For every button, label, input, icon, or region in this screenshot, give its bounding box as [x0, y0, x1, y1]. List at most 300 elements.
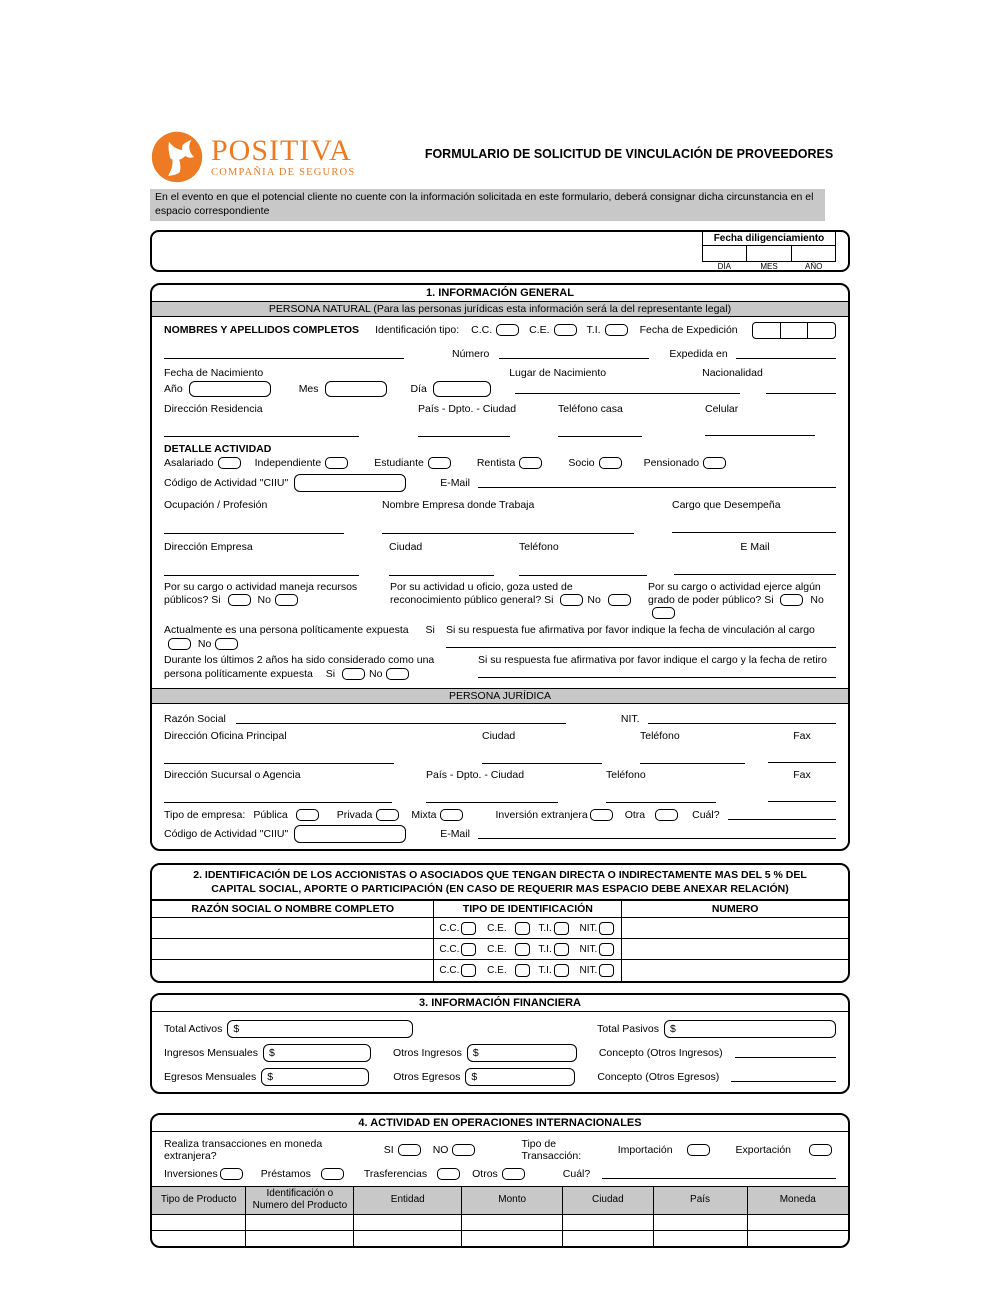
dollar-sign: $ [670, 1022, 676, 1035]
tipo-empresa-label: Tipo de empresa: [164, 808, 246, 821]
field-telefono-sucursal[interactable] [606, 792, 716, 803]
independiente-label: Independiente [254, 456, 322, 469]
otros-egresos-label: Otros Egresos [393, 1070, 461, 1083]
row-ocupacion-labels [164, 499, 836, 511]
fe-dia-cell[interactable] [753, 323, 780, 338]
field-celular[interactable] [705, 425, 815, 436]
field-pais-dpto-ciudad-pj[interactable] [426, 792, 558, 803]
field-nacionalidad[interactable] [766, 383, 836, 394]
cual-label: Cuál? [562, 1167, 591, 1180]
privada-checkbox[interactable] [376, 809, 399, 821]
section-informacion-financiera [150, 993, 850, 1094]
page-title: FORMULARIO DE SOLICITUD DE VINCULACIÓN DE PROVEEDORES [424, 147, 834, 161]
persona-natural-bar: PERSONA NATURAL (Para las personas jurídicas esta información será la del representante legal) [152, 302, 848, 317]
ti-checkbox[interactable] [554, 943, 569, 956]
field-fax-sucursal[interactable] [768, 791, 836, 802]
accionistas-header-row [152, 900, 848, 918]
telefono-casa-label: Teléfono casa [558, 402, 623, 415]
field-razon-social[interactable] [236, 713, 566, 724]
q-poder-text: Por su cargo o actividad ejerce algún grado de poder público? [648, 580, 821, 606]
email-label: E-Mail [440, 827, 470, 840]
otros-checkbox[interactable] [502, 1168, 525, 1180]
ingresos-mensuales-input[interactable] [263, 1044, 371, 1062]
section-informacion-general [150, 283, 850, 851]
pep-2anos-question [164, 654, 464, 681]
ti-checkbox[interactable] [554, 964, 569, 977]
recursos-si-checkbox[interactable] [228, 594, 251, 606]
row-razon-social [164, 713, 836, 725]
total-activos-label: Total Activos [164, 1022, 223, 1035]
ti-checkbox[interactable] [554, 922, 569, 935]
persona-juridica-bar: PERSONA JURÍDICA [152, 688, 848, 704]
trasferencias-label: Trasferencias [363, 1167, 428, 1180]
form-page [150, 130, 850, 1248]
ano-cell[interactable] [792, 246, 836, 262]
fecha-nacimiento-label: Fecha de Nacimiento [164, 366, 264, 379]
dollar-sign: $ [233, 1022, 240, 1035]
trasferencias-checkbox[interactable] [437, 1168, 460, 1180]
prestamos-label: Préstamos [260, 1167, 311, 1180]
field-nombre-empresa[interactable] [382, 523, 634, 534]
poder-no-checkbox[interactable] [652, 607, 675, 619]
row-ingresos [164, 1044, 836, 1062]
section2-title: 2. IDENTIFICACIÓN DE LOS ACCIONISTAS O ASOCIADOS QUE TENGAN DIRECTA O INDIRECTAMENTE MAS DEL 5 % DEL CAPITAL SOCIAL, APORTE O PARTICIPACIÓN (EN CASO DE REQUERIR MAS ESPACIO DEBE ANEXAR RELACIÓN) [193, 868, 807, 895]
section4-title: 4. ACTIVIDAD EN OPERACIONES INTERNACIONALES [152, 1115, 848, 1132]
row-residencia-labels [164, 403, 836, 415]
mixta-label: Mixta [411, 808, 437, 821]
field-direccion-empresa[interactable] [164, 565, 359, 576]
productos-header-row [152, 1186, 848, 1214]
pep-2anos-no-checkbox[interactable] [386, 668, 409, 680]
row-tipo-operaciones [164, 1168, 836, 1180]
row-sucursal-fields [164, 791, 836, 803]
entidad-cell[interactable] [354, 1214, 462, 1230]
razon-social-cell[interactable] [152, 939, 434, 960]
importacion-checkbox[interactable] [687, 1144, 710, 1156]
cc-label: C.C. [439, 964, 460, 976]
tipo-identificacion-cell [434, 918, 622, 939]
dollar-sign: $ [472, 1046, 479, 1059]
field-nit[interactable] [648, 713, 836, 724]
row-ocupacion-opciones [164, 457, 836, 469]
cell [164, 564, 389, 576]
ciiu-input-pj[interactable] [294, 825, 406, 843]
row-pep-2anos [164, 654, 836, 681]
rentista-label: Rentista [476, 456, 516, 469]
ce-checkbox[interactable] [515, 922, 530, 935]
monto-cell[interactable] [462, 1230, 563, 1246]
ingresos-mensuales-label: Ingresos Mensuales [164, 1046, 258, 1059]
identificacion-tipo-label: Identificación tipo: [375, 324, 460, 337]
cc-label: C.C. [471, 324, 493, 337]
cc-label: C.C. [439, 943, 460, 955]
section-operaciones-internacionales [150, 1113, 850, 1249]
cc-checkbox[interactable] [461, 922, 476, 935]
moneda-si-checkbox[interactable] [398, 1144, 421, 1156]
field-direccion-oficina[interactable] [164, 753, 394, 764]
ce-label: C.E. [529, 324, 550, 337]
row-egresos [164, 1068, 836, 1086]
positiva-logo [150, 130, 408, 184]
col-tipo-producto: Tipo de Producto [152, 1186, 246, 1214]
no-label: No [587, 593, 601, 606]
recursos-no-checkbox[interactable] [275, 594, 298, 606]
independiente-checkbox[interactable] [325, 457, 348, 469]
direccion-sucursal-label: Dirección Sucursal o Agencia [164, 768, 301, 781]
form-header [150, 130, 850, 184]
ano-label: AÑO [805, 261, 823, 271]
razon-social-cell[interactable] [152, 960, 434, 981]
tipo-identificacion-cell [434, 960, 622, 981]
accionistas-table [152, 899, 848, 981]
numero-label: Número [452, 347, 490, 360]
publica-label: Pública [253, 808, 288, 821]
pep-actual-nota [446, 624, 836, 648]
tipo-producto-cell[interactable] [152, 1214, 246, 1230]
estudiante-checkbox[interactable] [428, 457, 451, 469]
nit-checkbox[interactable] [599, 943, 614, 956]
cell [382, 522, 672, 534]
mes-input[interactable] [325, 381, 387, 397]
cell [558, 425, 705, 437]
dia-input[interactable] [433, 381, 491, 397]
si-label: Si [211, 593, 221, 606]
row-tipo-empresa [164, 809, 836, 821]
nit-checkbox[interactable] [599, 922, 614, 935]
si-label: Si [764, 593, 774, 606]
pensionado-label: Pensionado [643, 456, 700, 469]
direccion-residencia-label: Dirección Residencia [164, 402, 263, 415]
row-nombres-identificacion [164, 322, 836, 339]
field-direccion-residencia[interactable] [164, 426, 359, 437]
publica-checkbox[interactable] [296, 809, 319, 821]
cc-checkbox[interactable] [461, 943, 476, 956]
ce-checkbox[interactable] [554, 324, 577, 336]
field-email[interactable] [478, 477, 836, 488]
pep-2anos-si-checkbox[interactable] [342, 668, 365, 680]
direccion-oficina-label: Dirección Oficina Principal [164, 729, 287, 742]
numero-cell[interactable] [622, 939, 848, 960]
dollar-sign: $ [471, 1070, 478, 1083]
concepto-ingresos-label: Concepto (Otros Ingresos) [598, 1046, 723, 1059]
tipo-transaccion-label: Tipo de Transacción: [521, 1137, 582, 1162]
exportacion-label: Exportación [735, 1143, 791, 1156]
cell [640, 752, 768, 764]
section4-body [152, 1138, 848, 1180]
field-e-mail[interactable] [674, 564, 836, 575]
cc-label: C.C. [439, 922, 460, 934]
row-ciiu-email-pj [164, 825, 836, 843]
mes-label: Mes [298, 382, 319, 395]
nit-label: NIT. [579, 922, 598, 934]
numero-cell[interactable] [622, 918, 848, 939]
field-ocupacion[interactable] [164, 523, 344, 534]
dollar-sign: $ [268, 1046, 275, 1059]
celular-label: Celular [705, 402, 739, 415]
otros-ingresos-label: Otros Ingresos [392, 1046, 462, 1059]
field-fax[interactable] [768, 752, 836, 763]
q-pep-2anos-text: Durante los últimos 2 años ha sido considerado como una persona políticamente expuesta [164, 654, 435, 681]
ciudad-cell[interactable] [563, 1214, 653, 1230]
fax-label: Fax [793, 729, 811, 742]
row-pep-actual [164, 624, 836, 651]
field-ciudad-pj[interactable] [482, 753, 602, 764]
fecha-labels [702, 262, 836, 271]
total-pasivos-input[interactable] [664, 1020, 836, 1038]
col-numero: NUMERO [622, 900, 848, 918]
cc-checkbox[interactable] [496, 324, 519, 336]
section3-title: 3. INFORMACIÓN FINANCIERA [152, 995, 848, 1012]
logo-text [211, 136, 355, 178]
row-moneda-extranjera [164, 1138, 836, 1162]
cell [164, 522, 382, 534]
e-mail-label: E Mail [740, 540, 770, 553]
field-cual[interactable] [728, 809, 836, 820]
prestamos-checkbox[interactable] [321, 1168, 344, 1180]
inversiones-checkbox[interactable] [220, 1168, 243, 1180]
poder-si-checkbox[interactable] [780, 594, 803, 606]
notice-bar: En el evento en que el potencial cliente no cuente con la información solicitada en este formulario, deberá consignar dicha circunstancia en el espacio correspondiente [150, 189, 825, 221]
ce-label: C.E. [487, 943, 507, 955]
cell [606, 791, 768, 803]
concepto-egresos-label: Concepto (Otros Egresos) [597, 1070, 720, 1083]
row-numero-expedida [164, 348, 836, 360]
cell [164, 425, 418, 437]
ti-checkbox[interactable] [605, 324, 628, 336]
pregunta-reconocimiento [390, 581, 638, 607]
col-identificacion-producto: Identificación o Numero del Producto [246, 1186, 354, 1214]
cual-label: Cuál? [692, 808, 720, 821]
ce-checkbox[interactable] [515, 964, 530, 977]
dia-cell[interactable] [702, 246, 747, 262]
row-empresa-labels [164, 541, 836, 553]
no-label: NO [432, 1143, 449, 1156]
ce-checkbox[interactable] [515, 943, 530, 956]
ciudad-label: Ciudad [482, 729, 516, 742]
no-label: No [369, 668, 383, 681]
client-note-box[interactable] [150, 230, 850, 272]
field-cual-operacion[interactable] [602, 1168, 836, 1179]
field-expedida-en[interactable] [736, 348, 836, 359]
si-label: Si [325, 668, 336, 681]
section-accionistas [150, 863, 850, 983]
no-label: No [810, 593, 824, 606]
nacionalidad-label: Nacionalidad [702, 366, 763, 379]
estudiante-label: Estudiante [374, 456, 424, 469]
logo-name: POSITIVA [211, 134, 352, 167]
nit-label: NIT. [620, 712, 640, 725]
cell [389, 564, 519, 576]
pensionado-checkbox[interactable] [703, 457, 726, 469]
total-pasivos-label: Total Pasivos [597, 1022, 659, 1035]
monto-cell[interactable] [462, 1214, 563, 1230]
logo-subtitle: COMPAÑIA DE SEGUROS [211, 167, 356, 178]
otros-egresos-input[interactable] [465, 1068, 575, 1086]
col-razon-social: RAZÓN SOCIAL O NOMBRE COMPLETO [152, 900, 434, 918]
field-concepto-ingresos[interactable] [735, 1047, 836, 1058]
ciudad-cell[interactable] [563, 1230, 653, 1246]
no-label: No [197, 637, 212, 650]
fecha-diligenciamiento-table [702, 231, 836, 271]
otros-ingresos-input[interactable] [467, 1044, 577, 1062]
field-nombres[interactable] [164, 348, 404, 359]
pep-2anos-nota [478, 654, 836, 678]
field-email-pj[interactable] [478, 828, 836, 839]
entidad-cell[interactable] [354, 1230, 462, 1246]
field-telefono-casa[interactable] [558, 426, 642, 437]
field-cargo-fecha-retiro[interactable] [478, 670, 836, 678]
ti-label: T.I. [538, 922, 552, 934]
socio-label: Socio [568, 456, 595, 469]
row-oficina-labels [164, 730, 836, 742]
reconocimiento-si-checkbox[interactable] [560, 594, 583, 606]
codigo-ciiu-label: Código de Actividad "CIIU" [164, 476, 289, 489]
fe-mes-cell[interactable] [780, 323, 808, 338]
socio-checkbox[interactable] [599, 457, 622, 469]
row-totales [164, 1020, 836, 1038]
razon-social-label: Razón Social [164, 712, 226, 725]
inversiones-label: Inversiones [164, 1167, 218, 1180]
nit-checkbox[interactable] [599, 964, 614, 977]
detalle-actividad-title: DETALLE ACTIVIDAD [164, 442, 272, 455]
field-fecha-vinculacion[interactable] [446, 642, 836, 648]
accionista-row-1 [152, 918, 848, 939]
telefono-label: Teléfono [519, 540, 559, 553]
col-tipo-identificacion: TIPO DE IDENTIFICACIÓN [434, 900, 622, 918]
egresos-mensuales-input[interactable] [261, 1068, 369, 1086]
row-sucursal-labels [164, 769, 836, 781]
producto-row-1 [152, 1214, 848, 1230]
row-ciiu-email [164, 474, 836, 492]
ciiu-input[interactable] [294, 474, 406, 492]
nombre-empresa-label: Nombre Empresa donde Trabaja [382, 498, 535, 511]
otros-label: Otros [472, 1167, 498, 1180]
email-label: E-Mail [440, 476, 470, 489]
field-direccion-sucursal[interactable] [164, 792, 392, 803]
pregunta-recursos-publicos [164, 581, 382, 607]
mes-cell[interactable] [747, 246, 791, 262]
field-lugar-nacimiento[interactable] [515, 383, 740, 394]
field-telefono-pj[interactable] [640, 753, 745, 764]
privada-label: Privada [336, 808, 373, 821]
accionista-row-2 [152, 939, 848, 960]
exportacion-checkbox[interactable] [809, 1144, 832, 1156]
ano-input[interactable] [189, 381, 271, 397]
telefono-label: Teléfono [640, 729, 680, 742]
asalariado-checkbox[interactable] [218, 457, 241, 469]
importacion-label: Importación [617, 1143, 673, 1156]
numero-cell[interactable] [622, 960, 848, 981]
ti-label: T.I. [538, 964, 552, 976]
ce-label: C.E. [487, 964, 507, 976]
moneda-cell[interactable] [747, 1214, 848, 1230]
dollar-sign: $ [267, 1070, 274, 1083]
cell [418, 425, 558, 437]
col-pais: País [653, 1186, 747, 1214]
nit-label: NIT. [579, 964, 598, 976]
tipo-producto-cell[interactable] [152, 1230, 246, 1246]
inversion-extranjera-label: Inversión extranjera [495, 808, 588, 821]
pep-actual-no-checkbox[interactable] [215, 638, 238, 650]
identificacion-cell[interactable] [246, 1230, 354, 1246]
identificacion-cell[interactable] [246, 1214, 354, 1230]
field-telefono[interactable] [519, 565, 647, 576]
pais-cell[interactable] [653, 1214, 747, 1230]
ocupacion-profesion-label: Ocupación / Profesión [164, 498, 268, 511]
cell [519, 564, 674, 576]
cell [426, 791, 606, 803]
moneda-no-checkbox[interactable] [452, 1144, 475, 1156]
persona-juridica-body [152, 713, 848, 849]
cell [164, 791, 426, 803]
cell [164, 752, 482, 764]
q-moneda-label: Realiza transacciones en moneda extranjera? [164, 1137, 323, 1162]
row-empresa-fields [164, 564, 836, 576]
fax-label: Fax [793, 768, 811, 781]
fecha-expedicion-box [752, 322, 836, 339]
direccion-empresa-label: Dirección Empresa [164, 540, 253, 553]
field-pais-dpto-ciudad[interactable] [418, 426, 510, 437]
nota-vinculacion-text: Si su respuesta fue afirmativa por favor indique la fecha de vinculación al cargo [446, 624, 815, 637]
reconocimiento-no-checkbox[interactable] [608, 594, 631, 606]
razon-social-cell[interactable] [152, 918, 434, 939]
total-activos-input[interactable] [227, 1020, 413, 1038]
accionista-row-3 [152, 960, 848, 981]
row-oficina-fields [164, 752, 836, 764]
inversion-extranjera-checkbox[interactable] [590, 809, 613, 821]
ano-label: Año [164, 382, 183, 395]
section1-title: 1. INFORMACIÓN GENERAL [152, 285, 848, 302]
col-entidad: Entidad [354, 1186, 462, 1214]
mixta-checkbox[interactable] [440, 809, 463, 821]
field-ciudad[interactable] [389, 565, 494, 576]
pais-cell[interactable] [653, 1230, 747, 1246]
dia-label: Día [410, 382, 427, 395]
cargo-desempena-label: Cargo que Desempeña [672, 498, 781, 511]
otra-checkbox[interactable] [655, 809, 678, 821]
cell [482, 752, 640, 764]
pais-dpto-ciudad-label: País - Dpto. - Ciudad [426, 768, 525, 781]
fecha-diligenciamiento-title: Fecha diligenciamiento [702, 231, 836, 246]
fecha-cells [702, 246, 836, 262]
rentista-checkbox[interactable] [519, 457, 542, 469]
otra-label: Otra [624, 808, 646, 821]
positiva-flower-icon [150, 130, 204, 184]
nombres-apellidos-label: NOMBRES Y APELLIDOS COMPLETOS [164, 324, 360, 337]
dia-label: DÍA [717, 261, 731, 271]
moneda-cell[interactable] [747, 1230, 848, 1246]
ti-label: T.I. [538, 943, 552, 955]
expedida-en-label: Expedida en [669, 347, 728, 360]
col-moneda: Moneda [747, 1186, 848, 1214]
productos-table [152, 1186, 848, 1247]
asalariado-label: Asalariado [164, 456, 214, 469]
pregunta-poder-publico [648, 581, 836, 620]
field-concepto-egresos[interactable] [731, 1071, 836, 1082]
pais-dpto-ciudad-label: País - Dpto. - Ciudad [418, 402, 517, 415]
row-nacimiento-fields [164, 381, 836, 397]
fe-ano-cell[interactable] [807, 323, 835, 338]
pep-actual-si-checkbox[interactable] [168, 638, 191, 650]
field-cargo[interactable] [672, 522, 836, 533]
mes-label: MES [760, 261, 778, 271]
pep-actual-question [164, 624, 436, 651]
nota-retiro-text: Si su respuesta fue afirmativa por favor indique el cargo y la fecha de retiro [478, 654, 828, 667]
cc-checkbox[interactable] [461, 964, 476, 977]
codigo-ciiu-label: Código de Actividad "CIIU" [164, 827, 289, 840]
field-numero[interactable] [499, 348, 649, 359]
q-recursos-text: Por su cargo o actividad maneja recursos públicos? [164, 580, 358, 606]
